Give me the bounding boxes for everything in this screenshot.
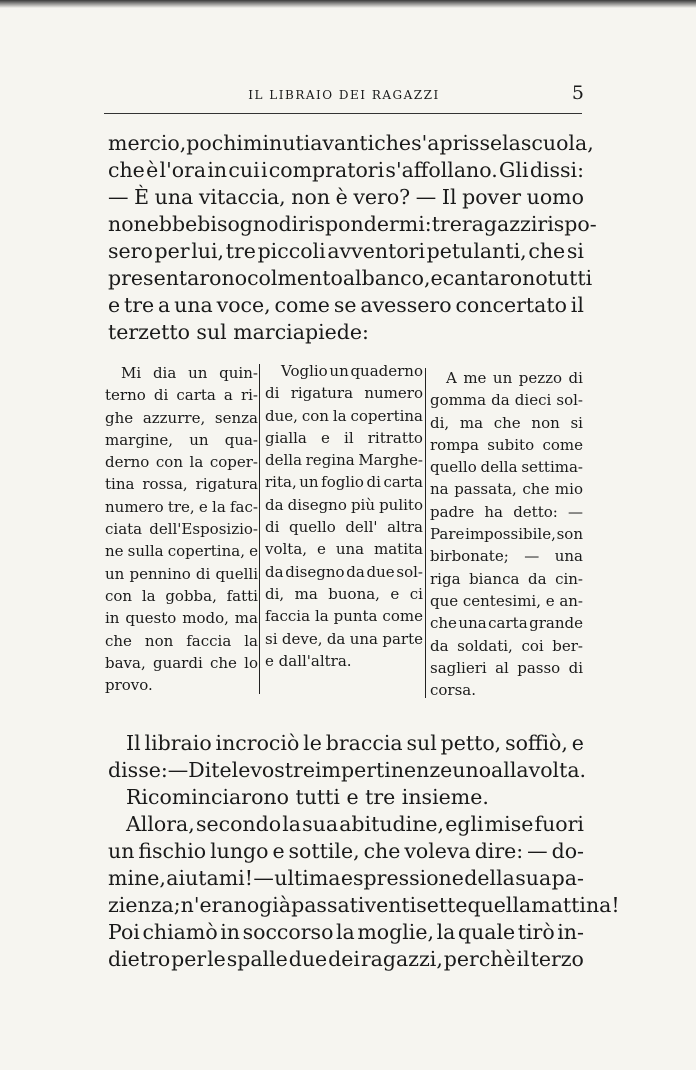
- text-line: padre ha detto: —: [430, 502, 583, 521]
- text-line: ghe azzurre, senza: [105, 408, 258, 427]
- text-line: di rigatura numero: [265, 384, 423, 403]
- text-line: un fischio lungo e sottile, che voleva dire: — do-: [108, 839, 584, 863]
- text-line: ne sulla copertina, e: [105, 542, 258, 561]
- text-line: da soldati, coi ber-: [430, 636, 583, 655]
- text-line: presentarono col mento al banco, e cantarono tutti: [108, 266, 593, 290]
- column-first-boy: [105, 362, 258, 696]
- text-line: dietro per le spalle due dei ragazzi, perchè il terzo: [108, 947, 584, 971]
- text-line: gialla e il ritratto: [265, 428, 423, 447]
- text-line: tina rossa, rigatura: [105, 475, 258, 494]
- text-line: saglieri al passo di: [430, 658, 583, 677]
- text-line: provo.: [105, 676, 153, 695]
- text-line: rompa subito come: [430, 435, 583, 454]
- text-line: mercio, pochi minuti avanti che s'aprisse la scuola,: [108, 131, 594, 155]
- text-line: riga bianca da cin-: [430, 569, 583, 588]
- text-line: da disegno più pulito: [265, 495, 423, 514]
- text-line: con la gobba, fatti: [105, 586, 258, 605]
- text-line: che una carta grande: [430, 614, 583, 633]
- text-line: derno con la coper-: [105, 453, 258, 472]
- text-line: terzetto sul marciapiede:: [108, 320, 369, 344]
- text-line: ciata dell'Esposizio-: [105, 520, 258, 539]
- text-line: di, ma che non si: [430, 413, 583, 432]
- text-line: numero tre, e la fac-: [105, 497, 258, 516]
- text-line: di, ma buona, e ci: [265, 584, 423, 603]
- text-line: che non faccia la: [105, 631, 258, 650]
- text-line: Poi chiamò in soccorso la moglie, la quale tirò in-: [108, 920, 584, 944]
- text-line: faccia la punta come: [265, 607, 423, 626]
- text-line: Voglio un quaderno: [281, 362, 423, 380]
- text-line: Il libraio incrociò le braccia sul petto, soffiò, e: [126, 731, 584, 755]
- column-divider: [425, 368, 426, 698]
- text-line: bava, guardi che lo: [105, 653, 258, 672]
- text-line: Ricominciarono tutti e tre insieme.: [126, 785, 489, 809]
- page-header: [104, 82, 584, 106]
- column-third-boy: [430, 367, 583, 701]
- text-line: due, con la copertina: [265, 406, 423, 425]
- text-line: che è l'ora in cui i compratori s'affollano. Gli dissi:: [108, 158, 584, 182]
- text-line: rita, un foglio di carta: [265, 473, 423, 492]
- text-line: corsa.: [430, 681, 477, 700]
- page-top-edge: [0, 0, 696, 8]
- column-second-boy: [265, 360, 423, 672]
- paragraph-2: [108, 730, 620, 973]
- text-line: di quello dell' altra: [265, 518, 423, 537]
- text-line: in questo modo, ma: [105, 609, 258, 628]
- text-line: un pennino di quelli: [105, 564, 258, 583]
- text-line: si deve, da una parte: [265, 629, 423, 648]
- text-line: na passata, che mio: [430, 480, 583, 499]
- page-number: 5: [571, 82, 584, 104]
- text-line: A me un pezzo di: [446, 369, 583, 387]
- column-divider: [259, 364, 260, 694]
- text-line: margine, un qua-: [105, 430, 258, 449]
- text-line: quello della settima-: [430, 458, 583, 477]
- text-line: e dall'altra.: [265, 651, 352, 670]
- text-line: gomma da dieci sol-: [430, 391, 583, 410]
- running-title: IL LIBRAIO DEI RAGAZZI: [248, 88, 440, 102]
- text-line: disse: — Dite le vostre impertinenze uno alla volta.: [108, 758, 587, 782]
- text-line: non ebbe bisogno di rispondermi: tre ragazzi rispo-: [108, 212, 597, 236]
- text-line: — È una vitaccia, non è vero? — Il pover uomo: [108, 185, 584, 209]
- text-line: mine, aiutami! — ultima espressione della sua pa-: [108, 866, 584, 890]
- text-line: terno di carta a ri-: [105, 386, 258, 405]
- text-line: volta, e una matita: [265, 540, 423, 559]
- header-rule: [104, 113, 582, 114]
- text-line: birbonate; — una: [430, 547, 583, 566]
- text-line: que centesimi, e an-: [430, 591, 583, 610]
- text-line: Allora, secondo la sua abitudine, egli mise fuori: [126, 812, 584, 836]
- text-line: della regina Marghe-: [265, 451, 423, 470]
- text-line: zienza; n'erano già passati ventisette quella mattina!: [108, 893, 620, 917]
- text-line: Mi dia un quin-: [121, 364, 258, 382]
- paragraph-1: [108, 130, 597, 346]
- text-line: da disegno da due sol-: [265, 562, 423, 581]
- text-line: Pare impossibile, son: [430, 525, 583, 544]
- text-line: e tre a una voce, come se avessero concertato il: [108, 293, 584, 317]
- text-line: sero per lui, tre piccoli avventori petulanti, che si: [108, 239, 584, 263]
